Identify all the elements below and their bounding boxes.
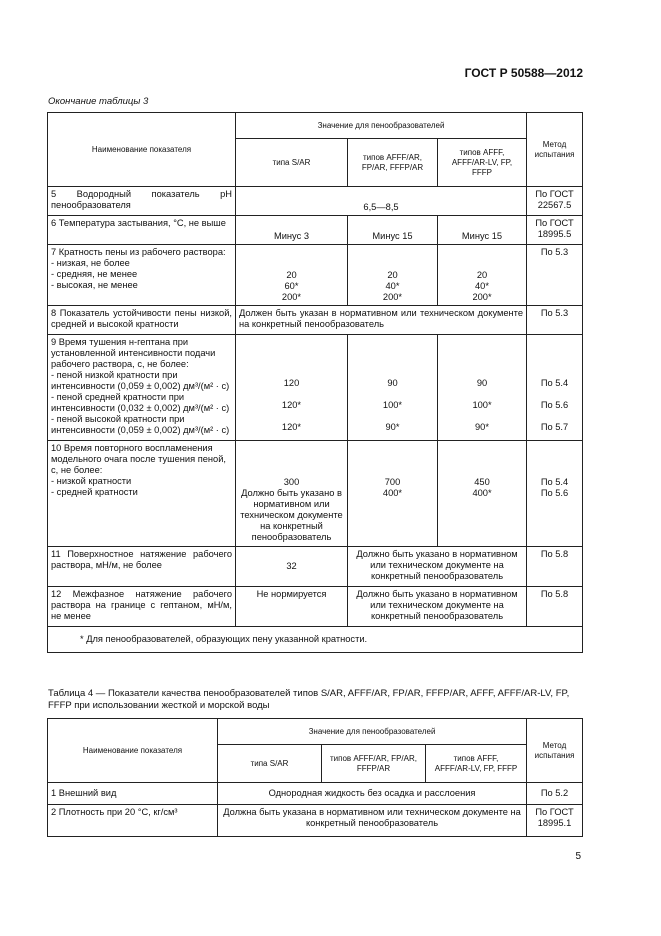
table-row [48,335,583,441]
row-name: 11 Поверхностное натяжение рабочего раствора, мН/м, не более [48,547,236,587]
row-value: 120 120* 120* [236,335,348,441]
row-name: 10 Время повторного воспламенения модельного очага после тушения пеной, с, не более: - низкой кратности - средней кратности [48,441,236,547]
row-value: 90 100* 90* [438,335,527,441]
row-value: 90 100* 90* [348,335,438,441]
t4-col-values: Значение для пенообразователей [218,719,527,745]
row-value: 20 40* 200* [438,245,527,306]
row-name: 1 Внешний вид [48,783,218,805]
t3-sub-sar: типа S/AR [236,139,348,187]
row-name: 7 Кратность пены из рабочего раствора: - низкая, не более - средняя, не менее - высокая, не менее [48,245,236,306]
row-value: Должно быть указано в нормативном или техническом документе на конкретный пенообразователь [348,547,527,587]
t4-sub-afff: типов AFFF, AFFF/AR-LV, FP, FFFP [426,745,527,783]
t4-col-name: Наименование показателя [48,719,218,783]
t3-sub-afffar: типов AFFF/AR, FP/AR, FFFP/AR [348,139,438,187]
t3-sub-afff: типов AFFF, AFFF/AR-LV, FP, FFFP [438,139,527,187]
row-value: Минус 15 [348,216,438,245]
row-method: По 5.8 [527,587,583,627]
row-value: 300 Должно быть указано в нормативном или техническом документе на конкретный пенообразователь [236,441,348,547]
table-row [48,587,583,627]
table-row [48,216,583,245]
row-value: 32 [236,547,348,587]
table-continuation-caption: Окончание таблицы 3 [48,96,149,107]
t4-col-method: Метод испытания [527,719,583,783]
page-number: 5 [575,851,581,862]
row-value: Минус 3 [236,216,348,245]
document-header: ГОСТ Р 50588—2012 [464,66,583,80]
row-method: По 5.4 По 5.6 По 5.7 [527,335,583,441]
t4-sub-afffar: типов AFFF/AR, FP/AR, FFFP/AR [322,745,426,783]
row-name: 12 Межфазное натяжение рабочего раствора на границе с гептаном, мН/м, не менее [48,587,236,627]
table-row [48,547,583,587]
row-value: Должно быть указано в нормативном или техническом документе на конкретный пенообразователь [348,587,527,627]
t4-sub-sar: типа S/AR [218,745,322,783]
row-method: По ГОСТ 22567.5 [527,187,583,216]
row-value: Должен быть указан в нормативном или техническом документе на конкретный пенообразователь [236,306,527,335]
row-method: По ГОСТ 18995.1 [527,805,583,837]
row-name: 5 Водородный показатель pH пенообразователя [48,187,236,216]
row-name: 9 Время тушения н-гептана при установленной интенсивности подачи рабочего раствора, с, не более: - пеной низкой кратности при интенсивности (0,059 ± 0,002) дм³/(м² · с) - пеной средней кратности при интенсивности (0,032 ± 0,002) дм³/(м² · с) - пеной высокой кратности при интенсивности (0,059 ± 0,002) дм³/(м² · с) [48,335,236,441]
row-value: 20 60* 200* [236,245,348,306]
table-row [48,783,583,805]
table-3 [47,112,583,653]
row-value: 6,5—8,5 [236,187,527,216]
t3-col-method: Метод испытания [527,113,583,187]
row-value: 700 400* [348,441,438,547]
row-name: 2 Плотность при 20 °С, кг/см³ [48,805,218,837]
row-method: По 5.3 [527,245,583,306]
table-row [48,187,583,216]
row-value: Должна быть указана в нормативном или техническом документе на конкретный пенообразователь [218,805,527,837]
table-row [48,306,583,335]
table-4-caption: Таблица 4 — Показатели качества пенообразователей типов S/AR, AFFF/AR, FP/AR, FFFP/AR, AFFF, AFFF/AR-LV, FP, FFFP при использовании жесткой и морской воды [48,688,570,711]
row-method: По 5.3 [527,306,583,335]
row-name: 6 Температура застывания, °С, не выше [48,216,236,245]
t3-col-values: Значение для пенообразователей [236,113,527,139]
row-value: 20 40* 200* [348,245,438,306]
table-4 [47,718,583,837]
table-row [48,245,583,306]
row-method: По 5.8 [527,547,583,587]
t3-footnote: * Для пенообразователей, образующих пену указанной кратности. [48,627,583,653]
t3-col-name: Наименование показателя [48,113,236,187]
row-value: Однородная жидкость без осадка и расслоения [218,783,527,805]
row-name: 8 Показатель устойчивости пены низкой, средней и высокой кратности [48,306,236,335]
row-method: По 5.2 [527,783,583,805]
row-value: Минус 15 [438,216,527,245]
row-value: 450 400* [438,441,527,547]
row-method: По ГОСТ 18995.5 [527,216,583,245]
row-method: По 5.4 По 5.6 [527,441,583,547]
table-row [48,805,583,837]
row-value: Не нормируется [236,587,348,627]
table-row [48,441,583,547]
